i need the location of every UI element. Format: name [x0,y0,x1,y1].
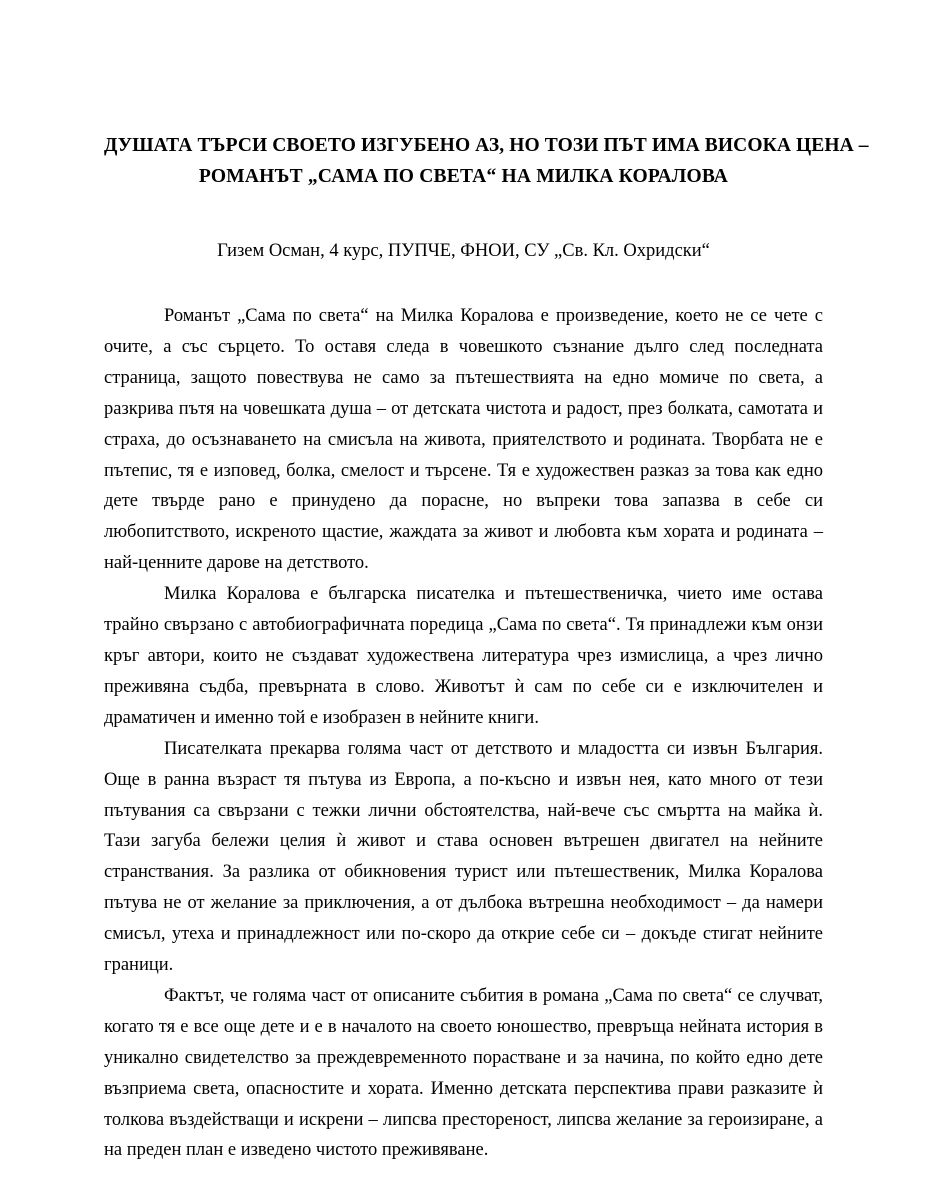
body-paragraph: Писателката прекарва голяма част от детството и младостта си извън България. Още в ранна възраст тя пътува из Европа, а по-късно и извън нея, като много от тези пътувания са свързани с тежки лични обстоятелства, най-вече със смъртта на майка ѝ. Тази загуба бележи целия ѝ живот и става основен вътрешен двигател на нейните странствания. За разлика от обикновения турист или пътешественик, Милка Коралова пътува не от желание за приключения, а от дълбока вътрешна необходимост – да намери смисъл, утеха и принадлежност или по-скоро да открие себе си – докъде стигат нейните граници. [104,738,823,976]
body-paragraph: Милка Коралова е българска писателка и пътешественичка, чието име остава трайно свързано с автобиографичната поредица „Сама по света“. Тя принадлежи към онзи кръг автори, които не създават художествена литература чрез измислица, а чрез лично преживяна съдба, превърната в слово. Животът ѝ сам по себе си е изключителен и драматичен и именно той е изобразен в нейните книги. [104,584,823,728]
document-title [104,130,869,192]
body-paragraph: Романът „Сама по света“ на Милка Коралова е произведение, което не се чете с очите, а със сърцето. То оставя следа в човешкото съзнание дълго след последната страница, защото повествува не само за пътешествията на едно момиче по света, а разкрива пътя на човешката душа – от детската чистота и радост, през болката, самотата и страха, до осъзнаването на смисъла на живота, приятелството и родината. Творбата не е пътепис, тя е изповед, болка, смелост и търсене. Тя е художествен разказ за това как едно дете твърде рано е принудено да порасне, но въпреки това запазва в себе си любопитството, искреното щастие, жаждата за живот и любовта към хората и родината – най-ценните дарове на детството. [104,306,823,574]
title-line-1: ДУШАТА ТЪРСИ СВОЕТО ИЗГУБЕНО АЗ, НО ТОЗИ ПЪТ ИМА ВИСОКА ЦЕНА – [104,135,869,156]
document-body [104,301,823,1166]
author-affiliation-block [104,236,823,267]
author-affiliation-line: Гизем Осман, 4 курс, ПУПЧЕ, ФНОИ, СУ „Св. Кл. Охридски“ [217,241,710,261]
body-paragraph: Фактът, че голяма част от описаните събития в романа „Сама по света“ се случват, когато тя е все още дете и е в началото на своето юношество, превръща нейната история в уникално свидетелство за преждевременното порастване и за начина, по който едно дете възприема света, опасностите и хората. Именно детската перспектива прави разказите ѝ толкова въздействащи и искрени – липсва престореност, липсва желание за героизиране, а на преден план е изведено чистото преживяване. [104,985,823,1161]
page-content [104,0,869,1166]
title-line-2: РОМАНЪТ „САМА ПО СВЕТА“ НА МИЛКА КОРАЛОВА [198,166,729,187]
